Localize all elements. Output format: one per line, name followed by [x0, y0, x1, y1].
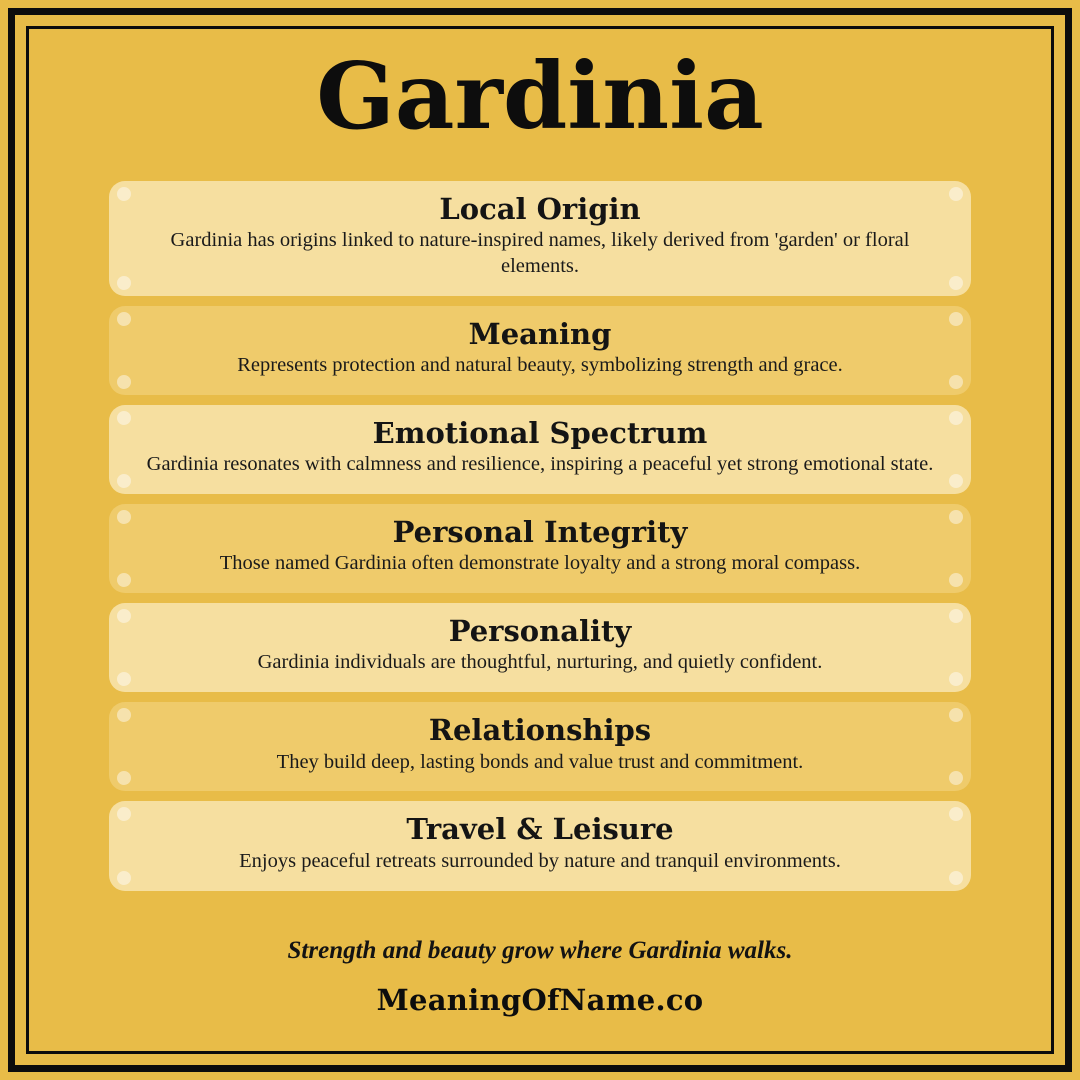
corner-dot-icon: [117, 510, 131, 524]
corner-dot-icon: [117, 609, 131, 623]
corner-dot-icon: [949, 807, 963, 821]
corner-dot-icon: [949, 771, 963, 785]
corner-dot-icon: [949, 375, 963, 389]
corner-dot-icon: [949, 187, 963, 201]
corner-dot-icon: [117, 871, 131, 885]
corner-dot-icon: [949, 609, 963, 623]
section-local-origin: [109, 181, 971, 296]
corner-dot-icon: [949, 312, 963, 326]
corner-dot-icon: [117, 672, 131, 686]
section-heading: Travel & Leisure: [406, 812, 674, 847]
corner-dot-icon: [117, 474, 131, 488]
corner-dot-icon: [117, 411, 131, 425]
section-heading: Personal Integrity: [392, 514, 688, 549]
section-emotional-spectrum: [109, 405, 971, 494]
corner-dot-icon: [949, 573, 963, 587]
corner-dot-icon: [949, 411, 963, 425]
corner-dot-icon: [949, 474, 963, 488]
sections-list: [109, 181, 971, 891]
corner-dot-icon: [949, 276, 963, 290]
corner-dot-icon: [117, 771, 131, 785]
card-content: [36, 36, 1044, 1044]
corner-dot-icon: [949, 871, 963, 885]
section-body: Those named Gardinia often demonstrate loyalty and a strong moral compass.: [219, 552, 861, 575]
brand-name: MeaningOfName.co: [376, 982, 704, 1017]
corner-dot-icon: [949, 672, 963, 686]
corner-dot-icon: [117, 187, 131, 201]
section-body: Gardinia has origins linked to nature-inspired names, likely derived from 'garden' or floral elements.: [170, 228, 910, 277]
section-heading: Personality: [448, 614, 632, 649]
tagline: Strength and beauty grow where Gardinia walks.: [287, 936, 793, 964]
page-title: Gardinia: [316, 42, 764, 150]
section-body: Gardinia individuals are thoughtful, nurturing, and quietly confident.: [257, 651, 823, 674]
section-body: Represents protection and natural beauty, symbolizing strength and grace.: [237, 353, 843, 376]
corner-dot-icon: [117, 312, 131, 326]
section-heading: Local Origin: [439, 191, 641, 226]
corner-dot-icon: [117, 375, 131, 389]
corner-dot-icon: [117, 807, 131, 821]
section-heading: Relationships: [428, 713, 652, 748]
section-personal-integrity: [109, 504, 971, 593]
section-body: Gardinia resonates with calmness and resilience, inspiring a peaceful yet strong emotional state.: [146, 453, 934, 476]
section-body: They build deep, lasting bonds and value trust and commitment.: [276, 750, 804, 773]
corner-dot-icon: [949, 708, 963, 722]
section-heading: Meaning: [468, 316, 612, 351]
corner-dot-icon: [949, 510, 963, 524]
corner-dot-icon: [117, 276, 131, 290]
section-relationships: [109, 702, 971, 791]
corner-dot-icon: [117, 708, 131, 722]
section-heading: Emotional Spectrum: [372, 415, 708, 450]
corner-dot-icon: [117, 573, 131, 587]
section-meaning: [109, 306, 971, 395]
section-travel-leisure: [109, 801, 971, 890]
section-body: Enjoys peaceful retreats surrounded by nature and tranquil environments.: [239, 849, 841, 872]
section-personality: [109, 603, 971, 692]
